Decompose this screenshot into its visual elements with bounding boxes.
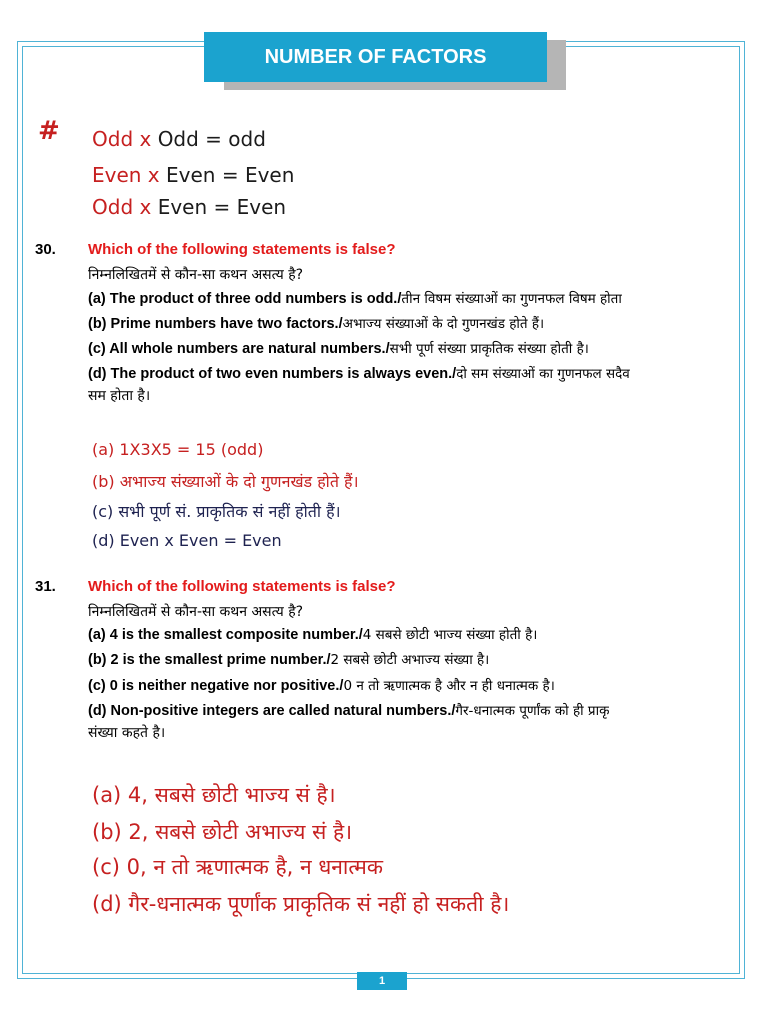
q31-option-d-hi-continued: संख्या कहते है। xyxy=(88,725,166,741)
question-31-text: Which of the following statements is false? xyxy=(88,578,396,595)
ans30-a: (a) 1X3X5 = 15 (odd) xyxy=(92,440,264,459)
question-30-text: Which of the following statements is false? xyxy=(88,241,396,258)
ans30-c: (c) सभी पूर्ण सं. प्राकृतिक सं नहीं होती हैं। xyxy=(92,502,341,521)
page-number: 1 xyxy=(357,972,407,990)
ans31-d: (d) गैर-धनात्मक पूर्णांक प्राकृतिक सं नहीं हो सकती है। xyxy=(92,892,510,916)
hash-mark: # xyxy=(38,116,60,146)
q30-option-d-hi-continued: सम होता है। xyxy=(88,388,151,404)
q30-option-b-en: (b) Prime numbers have two factors./ xyxy=(88,316,343,332)
q30-option-d-hi: दो सम संख्याओं का गुणनफल सदैव xyxy=(456,366,630,382)
question-31-hindi: निम्नलिखितमें से कौन-सा कथन असत्य है? xyxy=(88,604,304,620)
q31-option-d-hi: गैर-धनात्मक पूर्णांक को ही प्राकृ xyxy=(455,703,610,719)
q31-option-b-en: (b) 2 is the smallest prime number./ xyxy=(88,652,331,668)
rule-even-even xyxy=(92,163,294,187)
question-30-number: 30. xyxy=(35,241,56,258)
q30-option-d-en: (d) The product of two even numbers is always even./ xyxy=(88,366,457,382)
q31-option-d-en: (d) Non-positive integers are called natural numbers./ xyxy=(88,703,456,719)
q30-option-a xyxy=(88,289,622,307)
rule-3-right: Even = Even xyxy=(157,195,287,219)
q30-option-c-hi: सभी पूर्ण संख्या प्राकृतिक संख्या होती है। xyxy=(389,341,589,357)
rule-odd-odd xyxy=(92,127,266,151)
q31-option-c-hi: 0 न तो ऋणात्मक है और न ही धनात्मक है। xyxy=(343,678,555,694)
q31-option-b-hi: 2 सबसे छोटी अभाज्य संख्या है। xyxy=(330,652,490,668)
q31-option-b xyxy=(88,650,489,668)
q30-option-b-hi: अभाज्य संख्याओं के दो गुणनखंड होते हैं। xyxy=(342,316,545,332)
q31-option-a-hi: 4 सबसे छोटी भाज्य संख्या होती है। xyxy=(362,627,538,643)
q31-option-c-en: (c) 0 is neither negative nor positive./ xyxy=(88,678,344,694)
q30-option-c xyxy=(88,339,589,357)
q30-option-d xyxy=(88,364,630,382)
ans31-a: (a) 4, सबसे छोटी भाज्य सं है। xyxy=(92,783,336,807)
q31-option-d xyxy=(88,701,609,719)
rule-2-right: Even = Even xyxy=(166,163,295,187)
rule-2-left: Even x xyxy=(92,163,160,187)
q30-option-a-en: (a) The product of three odd numbers is odd./ xyxy=(88,291,402,307)
ans31-b: (b) 2, सबसे छोटी अभाज्य सं है। xyxy=(92,820,353,844)
ans31-c: (c) 0, न तो ऋणात्मक है, न धनात्मक xyxy=(92,855,383,879)
question-30-hindi: निम्नलिखितमें से कौन-सा कथन असत्य है? xyxy=(88,267,304,283)
question-31-number: 31. xyxy=(35,578,56,595)
ans30-d: (d) Even x Even = Even xyxy=(92,531,282,550)
q30-option-a-hi: तीन विषम संख्याओं का गुणनफल विषम होता xyxy=(401,291,622,307)
rule-1-left: Odd x xyxy=(92,127,152,151)
q30-option-c-en: (c) All whole numbers are natural numbers./ xyxy=(88,341,390,357)
q31-option-a-en: (a) 4 is the smallest composite number./ xyxy=(88,627,363,643)
rule-1-right: Odd = odd xyxy=(157,127,266,151)
q31-option-a xyxy=(88,625,537,643)
rule-odd-even xyxy=(92,195,286,219)
page-title: NUMBER OF FACTORS xyxy=(204,32,547,82)
rule-3-left: Odd x xyxy=(92,195,152,219)
q30-option-b xyxy=(88,314,544,332)
q31-option-c xyxy=(88,676,555,694)
ans30-b: (b) अभाज्य संख्याओं के दो गुणनखंड होते हैं। xyxy=(92,472,359,491)
